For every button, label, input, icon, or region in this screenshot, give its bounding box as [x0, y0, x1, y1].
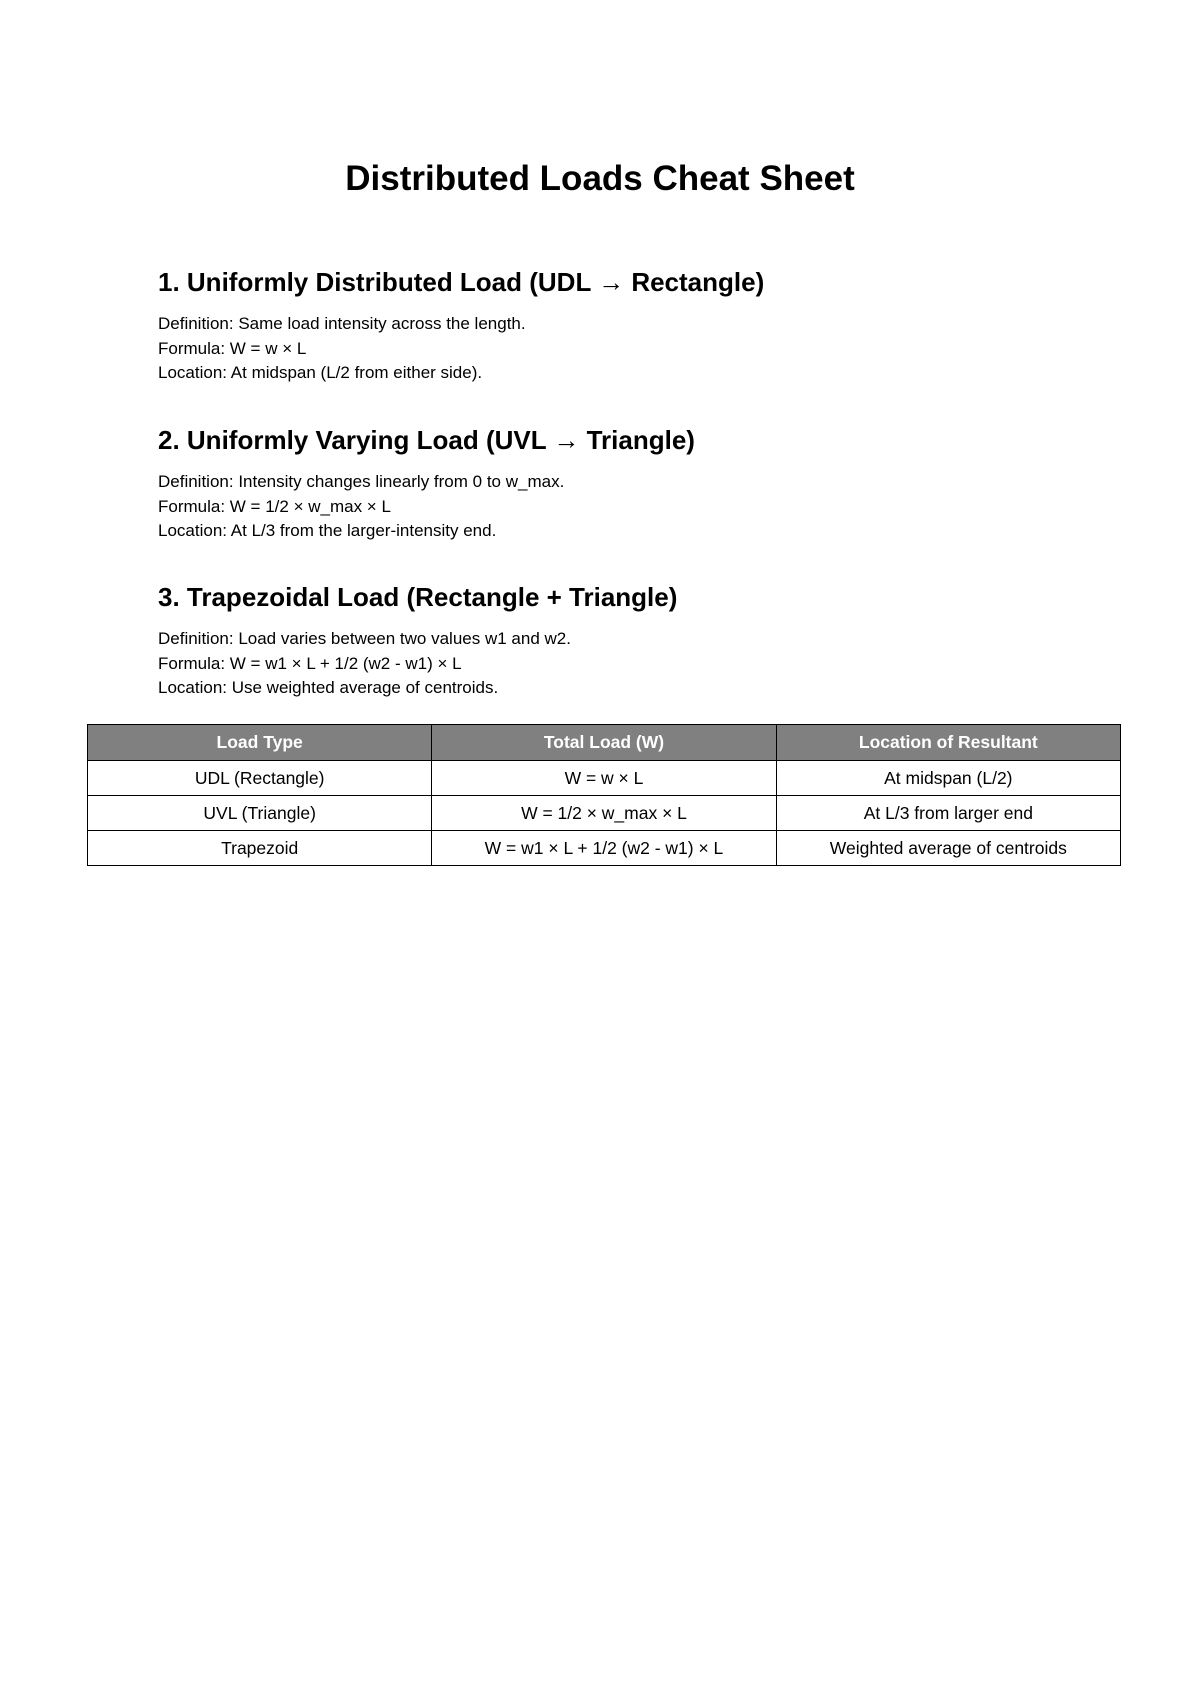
formula-text: Formula: W = w × L: [158, 338, 307, 358]
definition-text: Definition: Intensity changes linearly from 0 to w_max.: [158, 472, 565, 491]
column-header-load-type: Load Type: [88, 725, 432, 761]
page-title: Distributed Loads Cheat Sheet: [345, 159, 855, 198]
definition-text: Definition: Load varies between two values w1 and w2.: [158, 629, 571, 648]
table-cell: W = 1/2 × w_max × L: [432, 796, 776, 831]
section-heading: 1. Uniformly Distributed Load (UDL → Rectangle): [158, 267, 765, 297]
table-cell: W = w × L: [432, 761, 776, 796]
table-cell: UDL (Rectangle): [88, 761, 432, 796]
location-text: Location: At L/3 from the larger-intensity end.: [158, 521, 497, 540]
location-text: Location: At midspan (L/2 from either side).: [158, 363, 483, 382]
table-row: [88, 831, 1121, 866]
section-heading: 3. Trapezoidal Load (Rectangle + Triangle): [158, 582, 678, 612]
formula-text: Formula: W = w1 × L + 1/2 (w2 - w1) × L: [158, 653, 462, 673]
table-cell: At L/3 from larger end: [776, 796, 1120, 831]
table-cell: Trapezoid: [88, 831, 432, 866]
table-row: [88, 796, 1121, 831]
summary-table: [87, 724, 1121, 866]
table-cell: Weighted average of centroids: [776, 831, 1120, 866]
section-trapezoidal: [158, 581, 1118, 701]
column-header-total-load: Total Load (W): [432, 725, 776, 761]
column-header-location: Location of Resultant: [776, 725, 1120, 761]
section-uvl: [158, 424, 1118, 544]
table-header-row: [88, 725, 1121, 761]
table-cell: UVL (Triangle): [88, 796, 432, 831]
section-udl: [158, 266, 1118, 386]
table-cell: W = w1 × L + 1/2 (w2 - w1) × L: [432, 831, 776, 866]
location-text: Location: Use weighted average of centroids.: [158, 678, 499, 697]
definition-text: Definition: Same load intensity across the length.: [158, 314, 526, 333]
table-row: [88, 761, 1121, 796]
table-cell: At midspan (L/2): [776, 761, 1120, 796]
formula-text: Formula: W = 1/2 × w_max × L: [158, 496, 391, 516]
section-heading: 2. Uniformly Varying Load (UVL → Triangle): [158, 425, 695, 455]
